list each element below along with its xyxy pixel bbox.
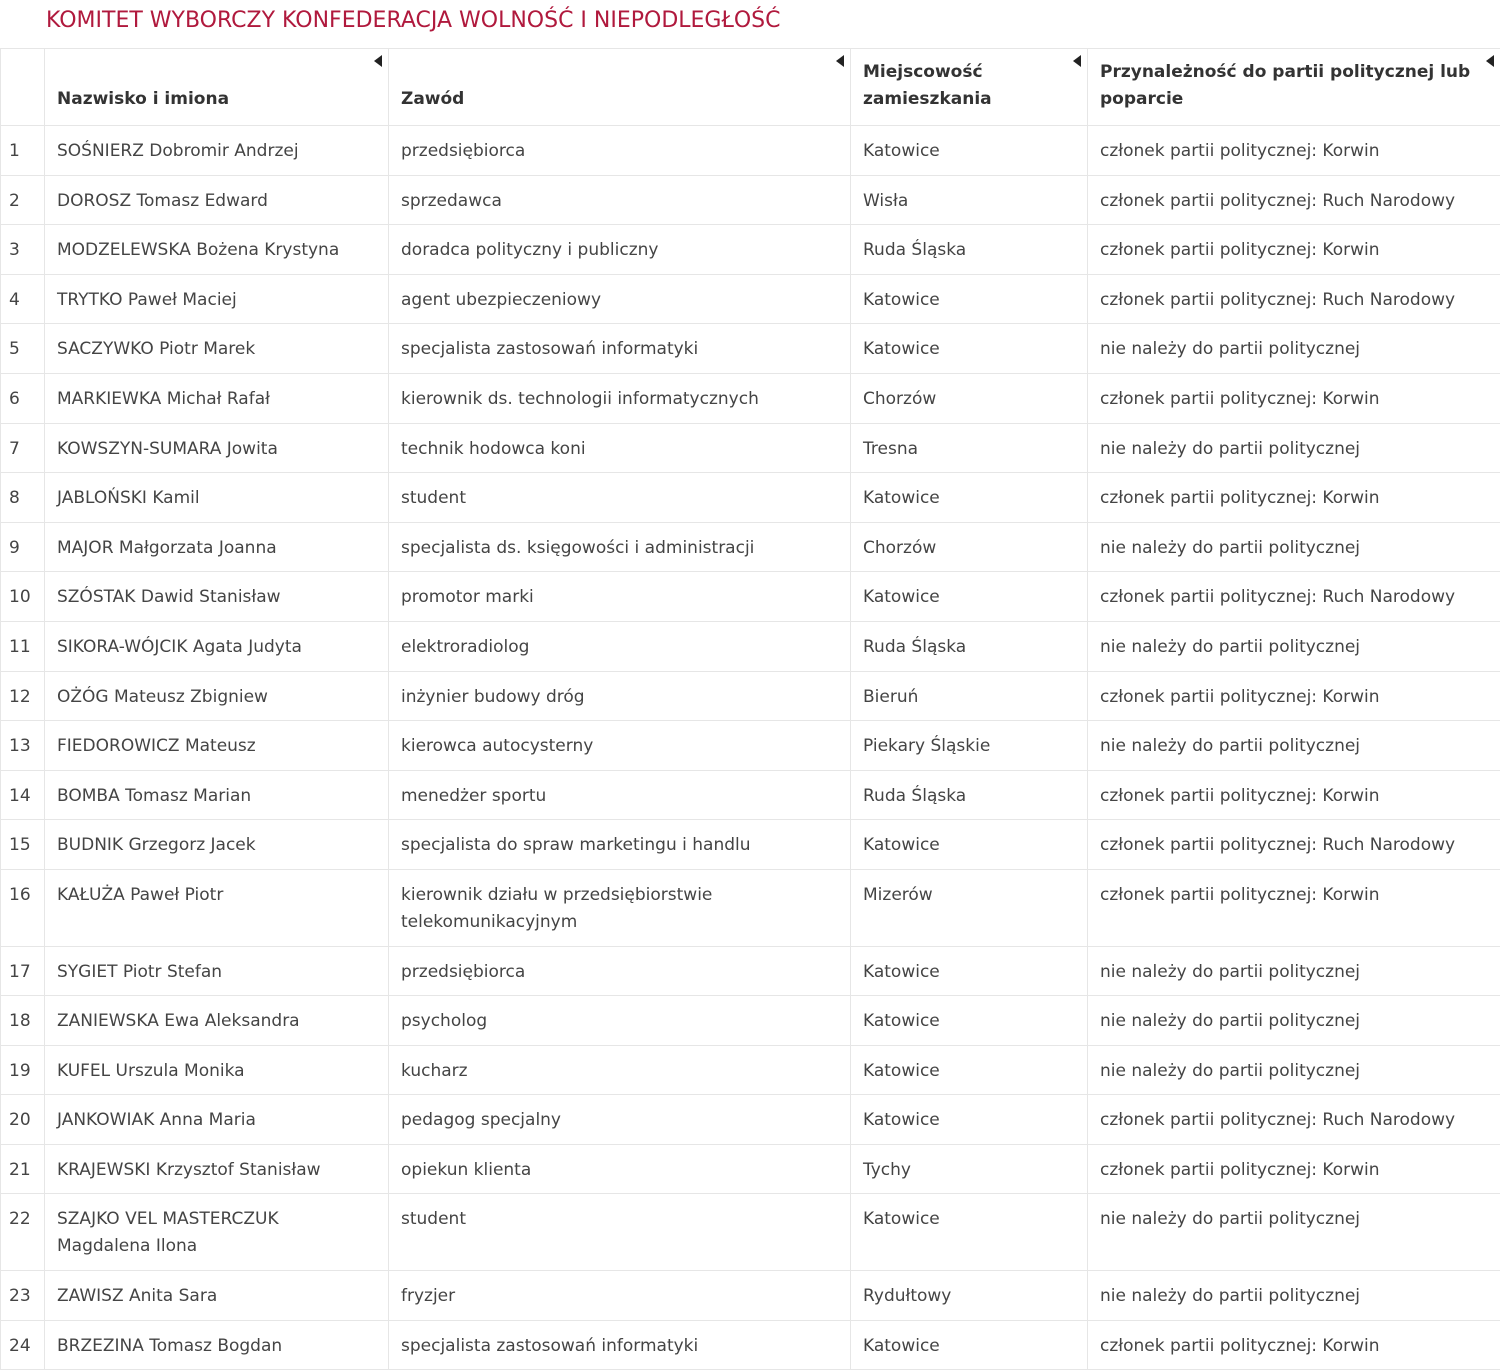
header-party[interactable] [1088, 49, 1500, 126]
candidate-name: SACZYWKO Piotr Marek [45, 324, 389, 374]
header-residence-label: Miejscowość zamieszkania [863, 62, 992, 109]
candidate-occupation: elektroradiolog [389, 621, 851, 671]
candidate-name: MARKIEWKA Michał Rafał [45, 373, 389, 423]
candidate-occupation: pedagog specjalny [389, 1095, 851, 1145]
candidate-residence: Chorzów [851, 373, 1088, 423]
candidate-occupation: student [389, 1194, 851, 1271]
candidate-residence: Katowice [851, 473, 1088, 523]
candidate-residence: Mizerów [851, 869, 1088, 946]
table-row [1, 946, 1500, 996]
candidate-name: SOŚNIERZ Dobromir Andrzej [45, 126, 389, 176]
candidate-residence: Katowice [851, 996, 1088, 1046]
row-number: 12 [1, 671, 45, 721]
header-name-label: Nazwisko i imiona [57, 89, 229, 109]
candidate-residence: Bieruń [851, 671, 1088, 721]
table-row [1, 1271, 1500, 1321]
candidate-name: SZAJKO VEL MASTERCZUK Magdalena Ilona [45, 1194, 389, 1271]
candidate-occupation: sprzedawca [389, 175, 851, 225]
candidate-name: OŻÓG Mateusz Zbigniew [45, 671, 389, 721]
candidate-residence: Chorzów [851, 522, 1088, 572]
row-number: 14 [1, 770, 45, 820]
candidate-name: SIKORA-WÓJCIK Agata Judyta [45, 621, 389, 671]
candidate-occupation: fryzjer [389, 1271, 851, 1321]
header-occupation-label: Zawód [401, 89, 464, 109]
candidate-name: KUFEL Urszula Monika [45, 1045, 389, 1095]
candidate-occupation: specjalista zastosowań informatyki [389, 324, 851, 374]
row-number: 15 [1, 820, 45, 870]
table-row [1, 820, 1500, 870]
candidate-residence: Katowice [851, 1095, 1088, 1145]
candidate-name: BUDNIK Grzegorz Jacek [45, 820, 389, 870]
candidate-residence: Tychy [851, 1144, 1088, 1194]
candidate-occupation: kucharz [389, 1045, 851, 1095]
candidate-party: członek partii politycznej: Ruch Narodowy [1088, 274, 1500, 324]
candidate-party: nie należy do partii politycznej [1088, 721, 1500, 771]
candidate-residence: Wisła [851, 175, 1088, 225]
table-header-row [1, 49, 1500, 126]
candidate-residence: Ruda Śląska [851, 621, 1088, 671]
candidate-name: ZANIEWSKA Ewa Aleksandra [45, 996, 389, 1046]
candidate-residence: Rydułtowy [851, 1271, 1088, 1321]
table-row [1, 572, 1500, 622]
candidate-name: SZÓSTAK Dawid Stanisław [45, 572, 389, 622]
candidate-party: członek partii politycznej: Korwin [1088, 225, 1500, 275]
row-number: 16 [1, 869, 45, 946]
sort-arrow-icon[interactable] [374, 55, 382, 67]
candidate-residence: Katowice [851, 572, 1088, 622]
table-row [1, 1320, 1500, 1370]
table-row [1, 1045, 1500, 1095]
candidate-party: nie należy do partii politycznej [1088, 324, 1500, 374]
row-number: 3 [1, 225, 45, 275]
candidate-name: DOROSZ Tomasz Edward [45, 175, 389, 225]
row-number: 11 [1, 621, 45, 671]
row-number: 8 [1, 473, 45, 523]
table-row [1, 770, 1500, 820]
candidate-residence: Katowice [851, 1194, 1088, 1271]
candidate-occupation: specjalista zastosowań informatyki [389, 1320, 851, 1370]
row-number: 5 [1, 324, 45, 374]
row-number: 21 [1, 1144, 45, 1194]
table-row [1, 274, 1500, 324]
candidate-name: FIEDOROWICZ Mateusz [45, 721, 389, 771]
candidate-occupation: opiekun klienta [389, 1144, 851, 1194]
candidate-party: członek partii politycznej: Korwin [1088, 126, 1500, 176]
candidate-party: członek partii politycznej: Ruch Narodowy [1088, 175, 1500, 225]
header-residence[interactable] [851, 49, 1088, 126]
header-party-label: Przynależność do partii politycznej lub poparcie [1100, 62, 1470, 109]
candidate-residence: Katowice [851, 820, 1088, 870]
table-row [1, 126, 1500, 176]
candidate-occupation: kierowca autocysterny [389, 721, 851, 771]
candidate-occupation: przedsiębiorca [389, 946, 851, 996]
candidate-residence: Ruda Śląska [851, 225, 1088, 275]
table-row [1, 1144, 1500, 1194]
candidate-party: nie należy do partii politycznej [1088, 1194, 1500, 1271]
candidate-name: ZAWISZ Anita Sara [45, 1271, 389, 1321]
candidate-party: nie należy do partii politycznej [1088, 522, 1500, 572]
table-row [1, 423, 1500, 473]
candidate-name: MAJOR Małgorzata Joanna [45, 522, 389, 572]
row-number: 18 [1, 996, 45, 1046]
header-name[interactable] [45, 49, 389, 126]
sort-arrow-icon[interactable] [1486, 55, 1494, 67]
table-row [1, 1095, 1500, 1145]
row-number: 23 [1, 1271, 45, 1321]
row-number: 24 [1, 1320, 45, 1370]
sort-arrow-icon[interactable] [1073, 55, 1081, 67]
page-title: KOMITET WYBORCZY KONFEDERACJA WOLNOŚĆ I NIEPODLEGŁOŚĆ [0, 0, 1500, 48]
candidate-residence: Katowice [851, 274, 1088, 324]
candidate-party: nie należy do partii politycznej [1088, 946, 1500, 996]
candidate-residence: Katowice [851, 126, 1088, 176]
table-row [1, 324, 1500, 374]
candidate-party: nie należy do partii politycznej [1088, 1045, 1500, 1095]
candidate-party: członek partii politycznej: Ruch Narodowy [1088, 1095, 1500, 1145]
candidate-name: SYGIET Piotr Stefan [45, 946, 389, 996]
candidate-name: KOWSZYN-SUMARA Jowita [45, 423, 389, 473]
row-number: 1 [1, 126, 45, 176]
row-number: 2 [1, 175, 45, 225]
table-row [1, 721, 1500, 771]
row-number: 19 [1, 1045, 45, 1095]
table-row [1, 621, 1500, 671]
candidate-residence: Katowice [851, 946, 1088, 996]
table-row [1, 671, 1500, 721]
candidate-occupation: doradca polityczny i publiczny [389, 225, 851, 275]
candidate-occupation: agent ubezpieczeniowy [389, 274, 851, 324]
candidate-occupation: menedżer sportu [389, 770, 851, 820]
candidate-residence: Ruda Śląska [851, 770, 1088, 820]
table-row [1, 1194, 1500, 1271]
row-number: 13 [1, 721, 45, 771]
candidate-party: nie należy do partii politycznej [1088, 423, 1500, 473]
candidate-residence: Katowice [851, 324, 1088, 374]
candidate-residence: Katowice [851, 1320, 1088, 1370]
row-number: 4 [1, 274, 45, 324]
row-number: 22 [1, 1194, 45, 1271]
table-row [1, 473, 1500, 523]
candidate-name: BOMBA Tomasz Marian [45, 770, 389, 820]
header-number [1, 49, 45, 126]
candidate-party: członek partii politycznej: Korwin [1088, 373, 1500, 423]
row-number: 6 [1, 373, 45, 423]
candidate-party: członek partii politycznej: Korwin [1088, 671, 1500, 721]
candidates-table [0, 48, 1500, 1370]
candidate-occupation: psycholog [389, 996, 851, 1046]
candidate-name: BRZEZINA Tomasz Bogdan [45, 1320, 389, 1370]
candidate-occupation: student [389, 473, 851, 523]
table-row [1, 225, 1500, 275]
candidate-residence: Katowice [851, 1045, 1088, 1095]
candidate-name: KAŁUŻA Paweł Piotr [45, 869, 389, 946]
candidate-occupation: inżynier budowy dróg [389, 671, 851, 721]
candidate-occupation: specjalista ds. księgowości i administracji [389, 522, 851, 572]
candidate-party: członek partii politycznej: Korwin [1088, 869, 1500, 946]
candidate-name: JABLOŃSKI Kamil [45, 473, 389, 523]
candidate-party: członek partii politycznej: Korwin [1088, 770, 1500, 820]
candidate-party: nie należy do partii politycznej [1088, 621, 1500, 671]
candidate-occupation: promotor marki [389, 572, 851, 622]
candidate-name: JANKOWIAK Anna Maria [45, 1095, 389, 1145]
header-occupation[interactable] [389, 49, 851, 126]
candidate-party: członek partii politycznej: Korwin [1088, 473, 1500, 523]
candidate-occupation: przedsiębiorca [389, 126, 851, 176]
row-number: 10 [1, 572, 45, 622]
candidate-occupation: kierownik ds. technologii informatycznych [389, 373, 851, 423]
candidate-party: członek partii politycznej: Korwin [1088, 1320, 1500, 1370]
table-row [1, 175, 1500, 225]
candidate-name: KRAJEWSKI Krzysztof Stanisław [45, 1144, 389, 1194]
candidate-party: członek partii politycznej: Ruch Narodowy [1088, 820, 1500, 870]
candidate-party: nie należy do partii politycznej [1088, 1271, 1500, 1321]
candidate-name: TRYTKO Paweł Maciej [45, 274, 389, 324]
candidate-party: nie należy do partii politycznej [1088, 996, 1500, 1046]
sort-arrow-icon[interactable] [836, 55, 844, 67]
candidate-name: MODZELEWSKA Bożena Krystyna [45, 225, 389, 275]
candidate-occupation: technik hodowca koni [389, 423, 851, 473]
table-row [1, 373, 1500, 423]
row-number: 9 [1, 522, 45, 572]
candidate-residence: Piekary Śląskie [851, 721, 1088, 771]
table-row [1, 522, 1500, 572]
row-number: 17 [1, 946, 45, 996]
table-row [1, 869, 1500, 946]
candidate-occupation: kierownik działu w przedsiębiorstwie telekomunikacyjnym [389, 869, 851, 946]
row-number: 7 [1, 423, 45, 473]
candidate-party: członek partii politycznej: Ruch Narodowy [1088, 572, 1500, 622]
candidate-occupation: specjalista do spraw marketingu i handlu [389, 820, 851, 870]
candidate-party: członek partii politycznej: Korwin [1088, 1144, 1500, 1194]
table-row [1, 996, 1500, 1046]
candidate-residence: Tresna [851, 423, 1088, 473]
row-number: 20 [1, 1095, 45, 1145]
